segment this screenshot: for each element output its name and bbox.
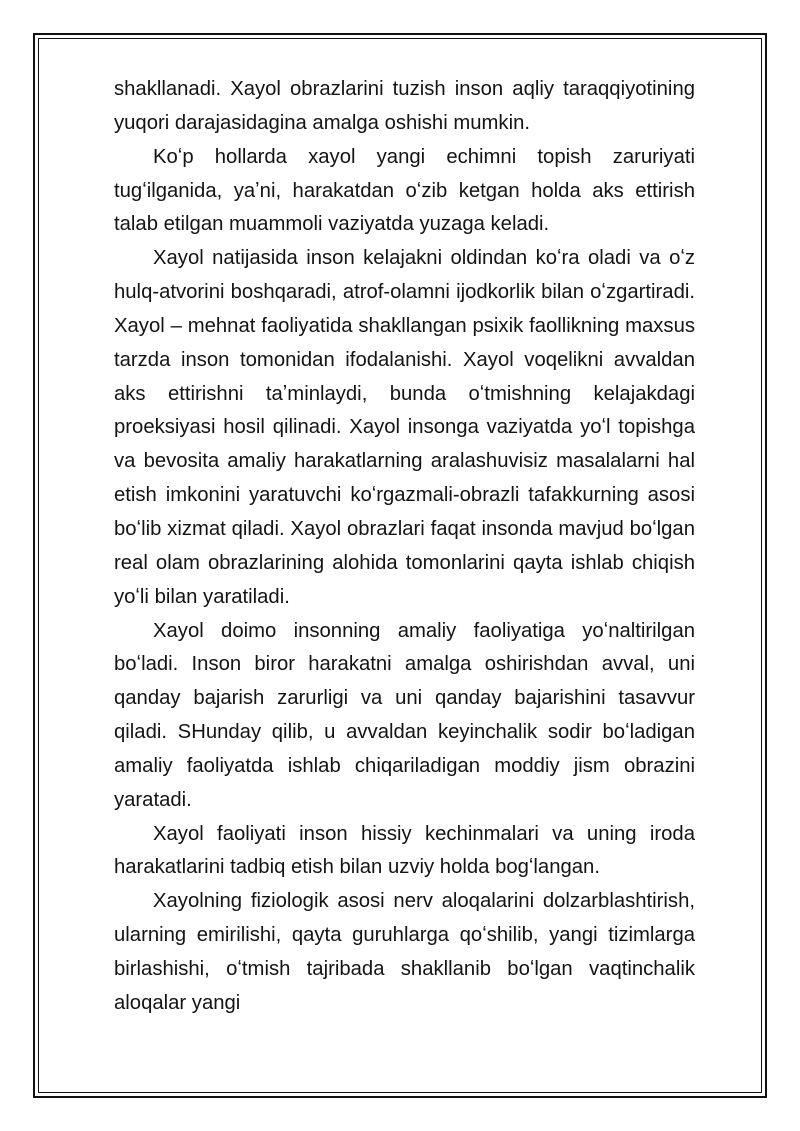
paragraph-1: shakllanadi. Xayol obrazlarini tuzish inson aqliy taraqqiyotining yuqori darajasidagina amalga oshishi mumkin. <box>114 78 695 134</box>
paragraph-2: Koʻp hollarda xayol yangi echimni topish zaruriyati tugʻilganida, yaʼni, harakatdan oʻzib ketgan holda aks ettirish talab etilgan muammoli vaziyatda yuzaga keladi. <box>114 145 695 236</box>
paragraph-6: Xayolning fiziologik asosi nerv aloqalarini dolzarblashtirish, ularning emirilishi, qayta guruhlarga qoʻshilib, yangi tizimlarga birlashishi, oʻtmish tajribada shakllanib boʻlgan vaqtinchalik aloqalar yangi <box>114 890 695 1014</box>
paragraph-5: Xayol faoliyati inson hissiy kechinmalari va uning iroda harakatlarini tadbiq etish bilan uzviy holda bogʻlangan. <box>114 822 695 879</box>
paragraph-3: Xayol natijasida inson kelajakni oldindan koʻra oladi va oʻz hulq-atvorini boshqaradi, atrof-olamni ijodkorlik bilan oʻzgartiradi. Xayol – mehnat faoliyatida shakllangan psixik faollikning maxsus tarzda inson tomonidan ifodalanishi. Xayol voqelikni avvaldan aks ettirishni taʼminlaydi, bunda oʻtmishning kelajakdagi proeksiyasi hosil qilinadi. Xayol insonga vaziyatda yoʻl topishga va bevosita amaliy harakatlarning aralashuvisiz masalalarni hal etish imkonini yaratuvchi koʻrgazmali-obrazli tafakkurning asosi boʻlib xizmat qiladi. Xayol obrazlari faqat insonda mavjud boʻlgan real olam obrazlarining alohida tomonlarini qayta ishlab chiqish yoʻli bilan yaratiladi. <box>114 247 695 608</box>
paragraph-4: Xayol doimo insonning amaliy faoliyatiga yoʻnaltirilgan boʻladi. Inson biror harakatni amalga oshirishdan avval, uni qanday bajarish zarurligi va uni qanday bajarishini tasavvur qiladi. SHunday qilib, u avvaldan keyinchalik sodir boʻladigan amaliy faoliyatda ishlab chiqariladigan moddiy jism obrazini yaratadi. <box>114 619 695 811</box>
document-body <box>114 73 695 1021</box>
